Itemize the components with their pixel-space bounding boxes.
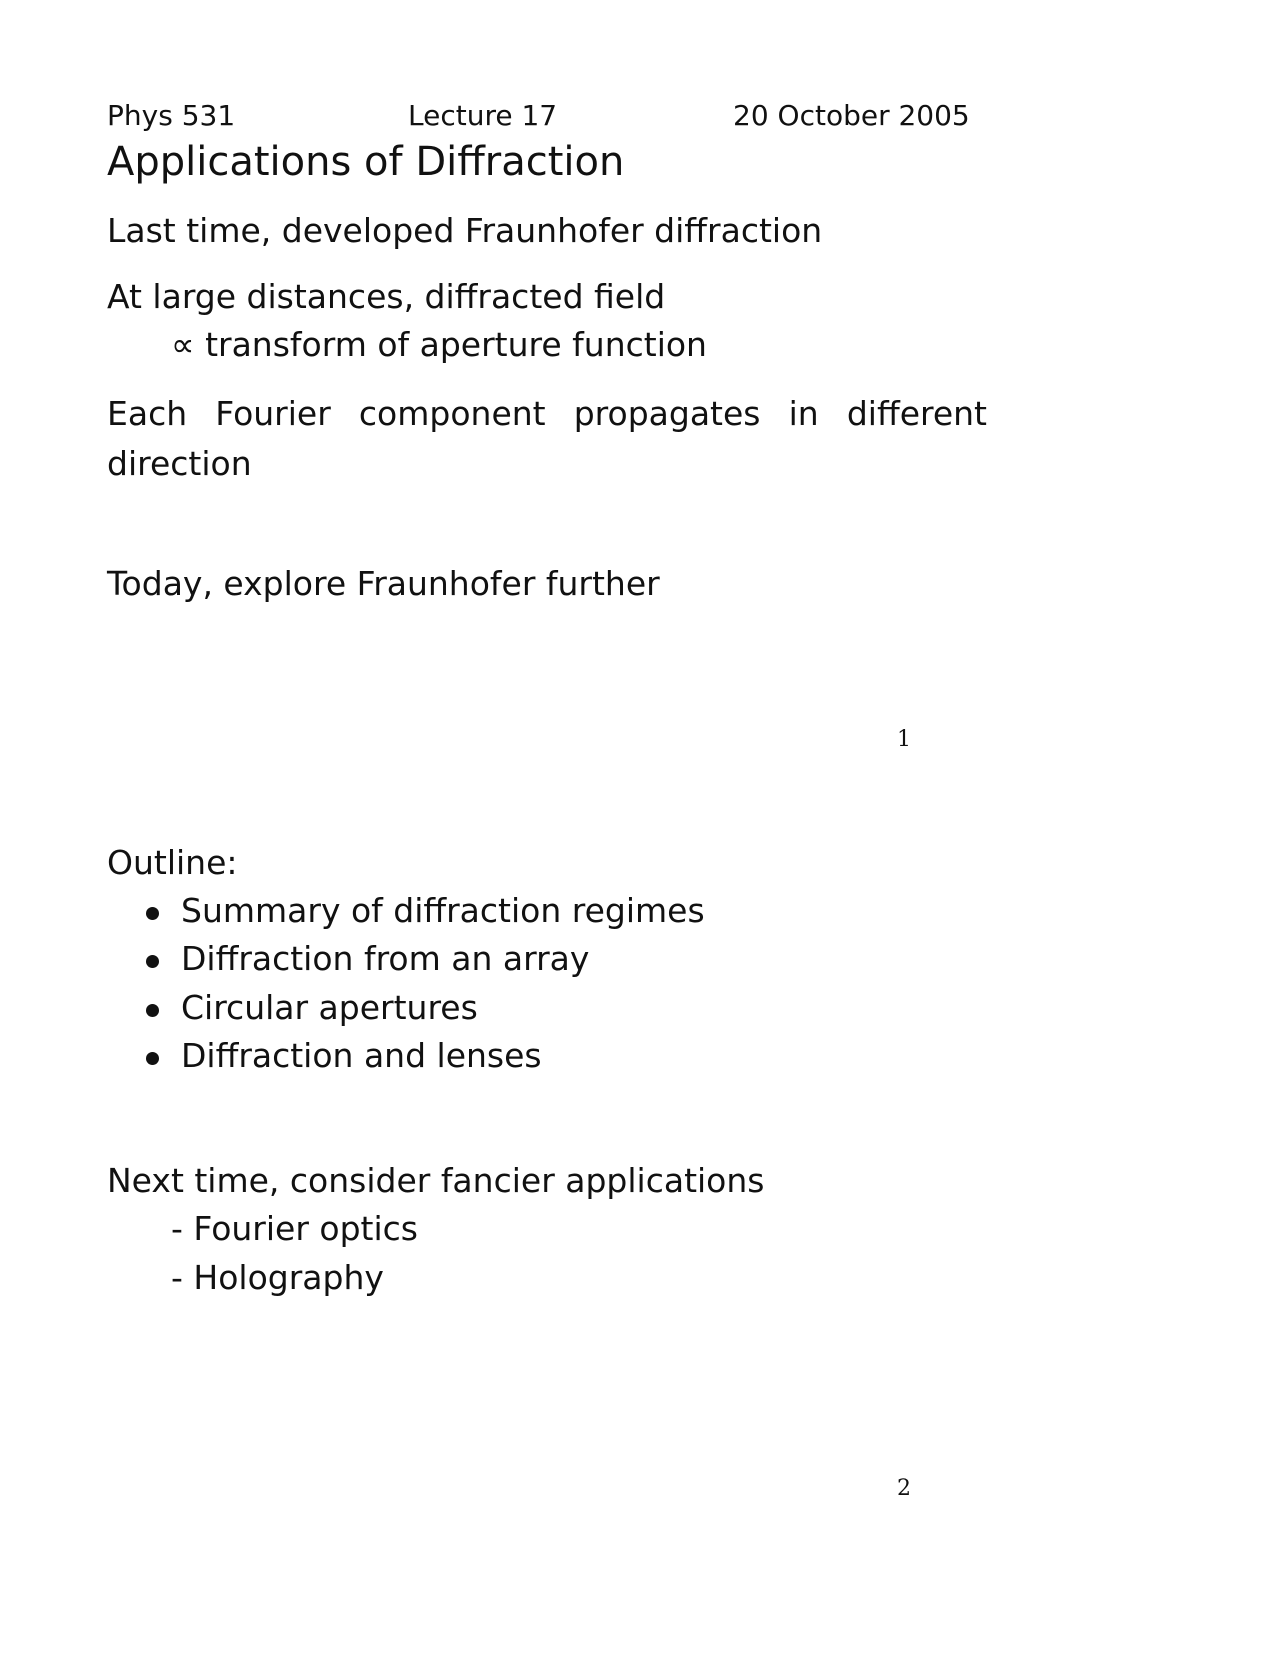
date-label: 20 October 2005 bbox=[733, 99, 970, 132]
next-item-fourier-optics: - Fourier optics bbox=[171, 1209, 418, 1248]
transform-text: transform of aperture function bbox=[205, 325, 707, 364]
bullet-icon bbox=[146, 1004, 159, 1017]
large-distances-line: At large distances, diffracted field bbox=[107, 277, 666, 316]
page-number-2: 2 bbox=[897, 1476, 911, 1501]
next-item-holography: - Holography bbox=[171, 1258, 384, 1297]
transform-line bbox=[171, 324, 707, 366]
outline-label: Outline: bbox=[107, 843, 238, 882]
bullet-icon bbox=[146, 1052, 159, 1065]
page-number-1: 1 bbox=[897, 727, 911, 752]
list-item-label: Circular apertures bbox=[181, 988, 478, 1027]
course-label: Phys 531 bbox=[107, 99, 236, 132]
list-item-label: Diffraction from an array bbox=[181, 939, 590, 978]
proportional-symbol: ∝ bbox=[171, 325, 195, 364]
list-item-label: Diffraction and lenses bbox=[181, 1036, 542, 1075]
lecture-label: Lecture 17 bbox=[408, 99, 558, 132]
bullet-icon bbox=[146, 907, 159, 920]
today-line: Today, explore Fraunhofer further bbox=[107, 564, 660, 603]
fourier-paragraph: Each Fourier component propagates in different direction bbox=[107, 394, 987, 483]
next-time-line: Next time, consider fancier applications bbox=[107, 1161, 765, 1200]
page-title: Applications of Diffraction bbox=[107, 139, 625, 185]
bullet-icon bbox=[146, 955, 159, 968]
last-time-line: Last time, developed Fraunhofer diffraction bbox=[107, 211, 823, 250]
list-item-label: Summary of diffraction regimes bbox=[181, 891, 705, 930]
